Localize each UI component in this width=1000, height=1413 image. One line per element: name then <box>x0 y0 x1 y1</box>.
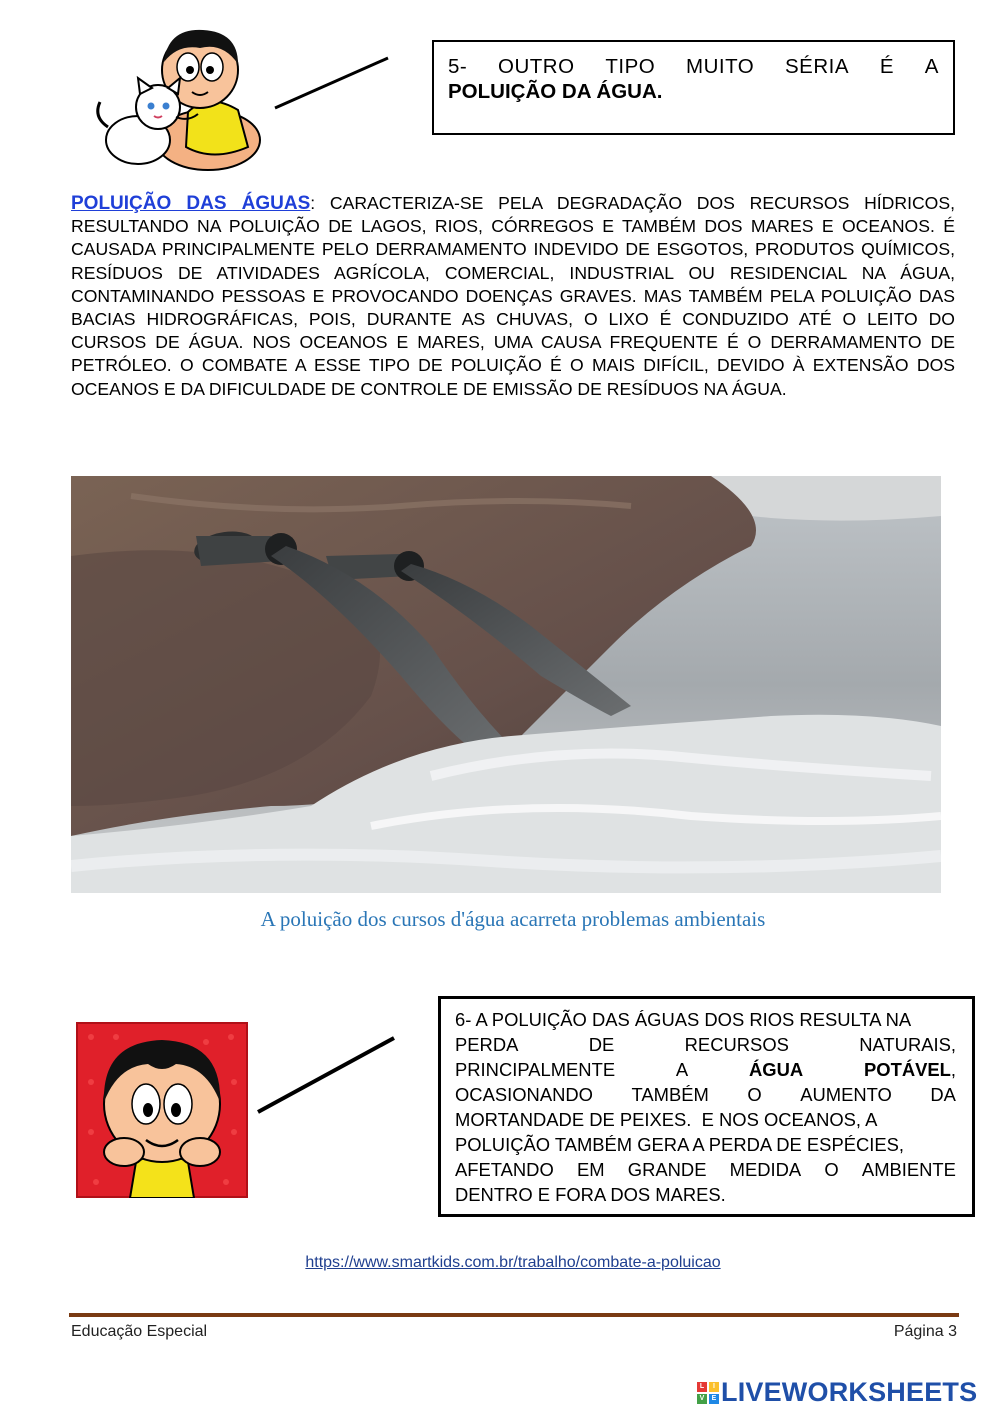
photo-caption: A poluição dos cursos d'água acarreta problemas ambientais <box>260 907 766 931</box>
girl-with-cat-illustration <box>88 22 278 172</box>
box6-line: AFETANDO EM GRANDE MEDIDA O AMBIENTE <box>455 1159 956 1180</box>
box6-line: PERDA DE RECURSOS NATURAIS, <box>455 1034 956 1055</box>
liveworksheets-logo-icon: L I V E <box>697 1382 719 1404</box>
definition-term: POLUIÇÃO DAS ÁGUAS <box>71 193 311 214</box>
statement-box-5-line1: 5- OUTRO TIPO MUITO SÉRIA É A <box>448 55 939 78</box>
liveworksheets-brand <box>697 1377 977 1408</box>
footer-divider <box>69 1313 959 1317</box>
box6-line: 6- A POLUIÇÃO DAS ÁGUAS DOS RIOS RESULTA NA <box>455 1009 912 1030</box>
box6-line: MORTANDADE DE PEIXES. E NOS OCEANOS, A <box>455 1109 878 1130</box>
bold-term-agua: ÁGUA <box>749 1059 804 1080</box>
box6-line: DENTRO E FORA DOS MARES. <box>455 1184 726 1205</box>
statement-box-6 <box>438 996 975 1217</box>
footer-page-number: Página 3 <box>893 1323 957 1340</box>
pollution-photo <box>71 476 941 893</box>
box6-line: OCASIONANDO TAMBÉM O AUMENTO DA <box>455 1084 956 1105</box>
box6-line: POLUIÇÃO TAMBÉM GERA A PERDA DE ESPÉCIES, <box>455 1134 905 1155</box>
speech-pointer-line <box>252 1030 402 1120</box>
statement-box-5 <box>432 40 955 135</box>
source-link[interactable]: https://www.smartkids.com.br/trabalho/combate-a-poluicao <box>305 1254 721 1271</box>
liveworksheets-wordmark: LIVEWORKSHEETS <box>721 1377 978 1407</box>
bold-term-potavel: POTÁVEL <box>864 1059 951 1080</box>
footer-course-name: Educação Especial <box>71 1323 208 1340</box>
definition-body: : CARACTERIZA-SE PELA DEGRADAÇÃO DOS RECURSOS HÍDRICOS, RESULTANDO NA POLUIÇÃO DE LAGOS, RIOS, CÓRREGOS E TAMBÉM DOS MARES E OCEANOS. É CAUSADA PRINCIPALMENTE PELO DERRAMAMENTO INDEVIDO DE ESGOTOS, PRODUTOS QUÍMICOS, RESÍDUOS DE ATIVIDADES AGRÍCOLA, COMERCIAL, INDUSTRIAL OU RESIDENCIAL NA ÁGUA, CONTAMINANDO PESSOAS E PROVOCANDO DOENÇAS GRAVES. MAS TAMBÉM PELA POLUIÇÃO DAS BACIAS HIDROGRÁFICAS, POIS, DURANTE AS CHUVAS, O LIXO É CONDUZIDO ATÉ O LEITO DO CURSOS DE ÁGUA. NOS OCEANOS E MARES, UMA CAUSA FREQUENTE É O DERRAMAMENTO DE PETRÓLEO. O COMBATE A ESSE TIPO DE POLUIÇÃO É O MAIS DIFÍCIL, DEVIDO À EXTENSÃO DOS OCEANOS E DA DIFICULDADE DE CONTROLE DE EMISSÃO DE RESÍDUOS NA ÁGUA. <box>71 193 955 399</box>
definition-paragraph <box>71 192 955 401</box>
girl-portrait-illustration <box>76 1022 248 1198</box>
speech-pointer-line <box>270 50 400 120</box>
box6-line: PRINCIPALMENTE A ÁGUA POTÁVEL, <box>455 1059 956 1080</box>
statement-box-5-bold-line: POLUIÇÃO DA ÁGUA. <box>448 80 663 103</box>
